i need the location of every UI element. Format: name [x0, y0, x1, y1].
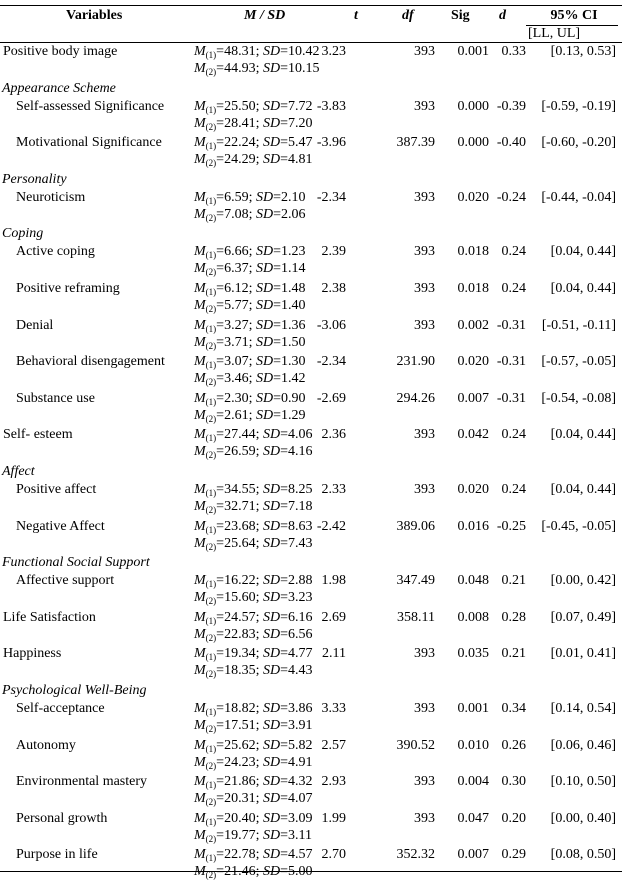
ci-value: [-0.45, -0.05] [541, 518, 616, 534]
d-value: 0.30 [501, 774, 526, 790]
sig-value: 0.010 [457, 737, 489, 753]
variable-label: Behavioral disengagement [16, 354, 165, 370]
group1-stats: $M_{(1)}=25.62$; SD=5.82 [194, 737, 313, 754]
ci-value: [0.08, 0.50] [550, 847, 616, 863]
t-value: -3.96 [316, 135, 346, 151]
t-value: -3.83 [316, 98, 346, 114]
d-value: 0.28 [501, 609, 526, 625]
ci-value: [0.04, 0.44] [550, 281, 616, 296]
table-row [0, 774, 622, 810]
group1-stats: $M_{(1)}=2.30$; SD=0.90 [194, 390, 306, 407]
sig-value: 0.018 [457, 244, 489, 260]
d-value: 0.24 [501, 244, 526, 260]
group1-stats: $M_{(1)}=3.07$; SD=1.30 [194, 354, 306, 371]
t-value: -2.69 [316, 390, 346, 406]
df-value: 393 [414, 701, 435, 716]
group2-stats: $M_{(2)}=15.60$; SD=3.23 [194, 590, 313, 607]
t-value: -3.06 [316, 317, 346, 333]
table-row [0, 482, 622, 518]
df-value: 389.06 [396, 518, 435, 534]
table-row [0, 701, 622, 737]
variable-label: Environmental mastery [16, 774, 148, 790]
df-value: 352.32 [396, 847, 435, 863]
d-value: 0.21 [501, 646, 526, 662]
header-sig: Sig [451, 8, 470, 23]
table-row [0, 354, 622, 390]
ci-value: [-0.59, -0.19] [541, 98, 616, 114]
d-value: 0.29 [501, 847, 526, 863]
group2-stats: $M_{(2)}=32.71$; SD=7.18 [194, 499, 313, 515]
group2-stats: $M_{(2)}=19.77$; SD=3.11 [194, 827, 312, 844]
t-value: -2.34 [316, 354, 346, 370]
df-value: 387.39 [396, 135, 435, 151]
df-value: 393 [414, 427, 435, 443]
group2-stats: $M_{(2)}=21.46$; SD=5.00 [194, 864, 313, 881]
d-value: -0.39 [496, 98, 526, 114]
df-value: 393 [414, 774, 435, 790]
sig-value: 0.002 [457, 317, 489, 333]
sig-value: 0.007 [457, 390, 489, 406]
group2-stats: $M_{(2)}=28.41$; SD=7.20 [194, 115, 313, 132]
d-value: 0.21 [501, 573, 526, 589]
group2-stats: $M_{(2)}=3.46$; SD=1.42 [194, 371, 306, 388]
sig-value: 0.004 [457, 774, 489, 790]
sig-value: 0.047 [457, 810, 489, 826]
ci-value: [0.06, 0.46] [550, 737, 616, 753]
t-value: 2.39 [321, 244, 346, 260]
sig-value: 0.042 [457, 427, 489, 443]
category-heading: Personality [2, 171, 67, 187]
header-m-sd: M / SD [244, 8, 286, 23]
header-ci-sub: [LL, UL] [528, 26, 581, 41]
variable-label: Denial [16, 317, 54, 333]
category-heading: Affect [2, 464, 35, 479]
group1-stats: $M_{(1)}=24.57$; SD=6.16 [194, 609, 313, 626]
df-value: 390.52 [396, 737, 435, 753]
df-value: 294.26 [396, 390, 435, 406]
variable-label: Autonomy [16, 737, 76, 753]
category-heading: Appearance Scheme [2, 80, 116, 96]
group2-stats: $M_{(2)}=44.93$; SD=10.15 [194, 61, 320, 77]
sig-value: 0.048 [457, 573, 489, 589]
group1-stats: $M_{(1)}=23.68$; SD=8.63 [194, 518, 313, 535]
sig-value: 0.000 [457, 135, 489, 151]
table-row [0, 318, 622, 354]
table-row [0, 99, 622, 135]
ci-value: [-0.44, -0.04] [541, 189, 616, 205]
header-bottom-rule [0, 42, 622, 43]
t-value: 3.33 [321, 701, 346, 716]
d-value: -0.31 [496, 390, 526, 406]
df-value: 358.11 [397, 609, 435, 625]
variable-label: Motivational Significance [16, 135, 162, 151]
group1-stats: $M_{(1)}=48.31$; SD=10.42 [194, 44, 320, 60]
df-value: 393 [414, 646, 435, 662]
group1-stats: $M_{(1)}=22.78$; SD=4.57 [194, 847, 313, 864]
t-value: 2.11 [322, 646, 346, 662]
d-value: 0.26 [501, 737, 526, 753]
table-row [0, 519, 622, 555]
df-value: 393 [414, 482, 435, 497]
group2-stats: $M_{(2)}=3.71$; SD=1.50 [194, 334, 306, 351]
table-row [0, 281, 622, 317]
ci-value: [0.13, 0.53] [550, 44, 616, 59]
group1-stats: $M_{(1)}=3.27$; SD=1.36 [194, 317, 306, 334]
variable-label: Self- esteem [3, 427, 73, 443]
group1-stats: $M_{(1)}=16.22$; SD=2.88 [194, 573, 313, 590]
ci-value: [0.10, 0.50] [550, 774, 616, 790]
group1-stats: $M_{(1)}=6.12$; SD=1.48 [194, 281, 306, 297]
variable-label: Purpose in life [16, 847, 98, 863]
group2-stats: $M_{(2)}=17.51$; SD=3.91 [194, 718, 313, 734]
group2-stats: $M_{(2)}=25.64$; SD=7.43 [194, 535, 313, 552]
variable-label: Active coping [16, 244, 95, 260]
ci-value: [-0.57, -0.05] [541, 354, 616, 370]
t-value: 2.38 [321, 281, 346, 296]
group2-stats: $M_{(2)}=18.35$; SD=4.43 [194, 663, 313, 680]
ci-value: [-0.54, -0.08] [541, 390, 616, 406]
d-value: 0.24 [501, 482, 526, 497]
group1-stats: $M_{(1)}=18.82$; SD=3.86 [194, 701, 313, 717]
variable-label: Affective support [16, 573, 115, 589]
variable-label: Neuroticism [16, 189, 86, 205]
variable-label: Substance use [16, 390, 95, 406]
d-value: 0.24 [501, 281, 526, 296]
header-t: t [354, 8, 358, 23]
d-value: 0.20 [501, 810, 526, 826]
t-value: 2.57 [321, 737, 346, 753]
df-value: 393 [414, 244, 435, 260]
category-heading: Functional Social Support [2, 555, 150, 571]
group1-stats: $M_{(1)}=21.86$; SD=4.32 [194, 774, 313, 791]
sig-value: 0.007 [457, 847, 489, 863]
df-value: 347.49 [396, 573, 435, 589]
df-value: 393 [414, 317, 435, 333]
sig-value: 0.020 [457, 354, 489, 370]
group2-stats: $M_{(2)}=7.08$; SD=2.06 [194, 206, 306, 223]
group1-stats: $M_{(1)}=6.66$; SD=1.23 [194, 244, 306, 261]
ci-value: [-0.60, -0.20] [541, 135, 616, 151]
table-row [0, 811, 622, 847]
table-row [0, 190, 622, 226]
group1-stats: $M_{(1)}=19.34$; SD=4.77 [194, 646, 313, 663]
group1-stats: $M_{(1)}=25.50$; SD=7.72 [194, 98, 313, 115]
group1-stats: $M_{(1)}=6.59$; SD=2.10 [194, 189, 306, 206]
df-value: 393 [414, 98, 435, 114]
group2-stats: $M_{(2)}=20.31$; SD=4.07 [194, 791, 313, 808]
group2-stats: $M_{(2)}=26.59$; SD=4.16 [194, 444, 313, 461]
d-value: -0.24 [496, 189, 526, 205]
t-value: 2.93 [321, 774, 346, 790]
sig-value: 0.020 [457, 482, 489, 497]
variable-label: Self-acceptance [16, 701, 105, 716]
ci-value: [0.04, 0.44] [550, 482, 616, 497]
header-df: df [402, 8, 414, 23]
sig-value: 0.001 [457, 44, 489, 59]
d-value: -0.31 [496, 354, 526, 370]
d-value: -0.25 [496, 518, 526, 534]
table-row [0, 847, 622, 883]
variable-label: Happiness [3, 646, 62, 662]
ci-value: [0.04, 0.44] [550, 244, 616, 260]
ci-value: [0.00, 0.42] [550, 573, 616, 589]
ci-value: [0.07, 0.49] [550, 609, 616, 625]
t-value: 2.36 [321, 427, 346, 443]
sig-value: 0.016 [457, 518, 489, 534]
d-value: 0.34 [501, 701, 526, 716]
category-heading: Psychological Well-Being [2, 683, 147, 698]
df-value: 393 [414, 281, 435, 296]
group2-stats: $M_{(2)}=24.23$; SD=4.91 [194, 754, 313, 771]
group2-stats: $M_{(2)}=6.37$; SD=1.14 [194, 261, 306, 278]
table-row [0, 573, 622, 609]
ci-value: [-0.51, -0.11] [541, 317, 616, 333]
t-value: 2.70 [321, 847, 346, 863]
t-value: -2.34 [316, 189, 346, 205]
ci-value: [0.01, 0.41] [550, 646, 616, 662]
group2-stats: $M_{(2)}=2.61$; SD=1.29 [194, 407, 306, 424]
df-value: 393 [414, 189, 435, 205]
header-variables: Variables [66, 8, 123, 23]
d-value: -0.40 [496, 135, 526, 151]
t-value: 2.69 [321, 609, 346, 625]
table-row [0, 135, 622, 171]
sig-value: 0.001 [457, 701, 489, 716]
table-row [0, 244, 622, 280]
group2-stats: $M_{(2)}=22.83$; SD=6.56 [194, 626, 313, 643]
table-bottom-rule [0, 871, 622, 872]
table-row [0, 391, 622, 427]
sig-value: 0.020 [457, 189, 489, 205]
group1-stats: $M_{(1)}=22.24$; SD=5.47 [194, 135, 313, 152]
table-row [0, 738, 622, 774]
variable-label: Self-assessed Significance [16, 98, 165, 114]
t-value: 2.33 [321, 482, 346, 497]
t-value: 3.23 [321, 44, 346, 59]
sig-value: 0.035 [457, 646, 489, 662]
variable-label: Negative Affect [16, 518, 105, 534]
table-row [0, 44, 622, 80]
table-top-rule [0, 5, 622, 6]
group1-stats: $M_{(1)}=27.44$; SD=4.06 [194, 427, 313, 444]
sig-value: 0.000 [457, 98, 489, 114]
t-value: 1.98 [321, 573, 346, 589]
variable-label: Positive body image [3, 44, 118, 59]
df-value: 393 [414, 44, 435, 59]
t-value: 1.99 [321, 810, 346, 826]
d-value: -0.31 [496, 317, 526, 333]
group2-stats: $M_{(2)}=24.29$; SD=4.81 [194, 152, 313, 169]
sig-value: 0.008 [457, 609, 489, 625]
header-ci: 95% CI [550, 8, 598, 23]
category-heading: Coping [2, 226, 44, 242]
group1-stats: $M_{(1)}=34.55$; SD=8.25 [194, 482, 313, 498]
variable-label: Positive affect [16, 482, 97, 497]
ci-value: [0.00, 0.40] [550, 810, 616, 826]
ci-value: [0.04, 0.44] [550, 427, 616, 443]
d-value: 0.24 [501, 427, 526, 443]
variable-label: Personal growth [16, 810, 108, 826]
sig-value: 0.018 [457, 281, 489, 296]
t-value: -2.42 [316, 518, 346, 534]
header-d: d [499, 8, 506, 23]
ci-value: [0.14, 0.54] [550, 701, 616, 716]
variable-label: Life Satisfaction [3, 609, 96, 625]
group1-stats: $M_{(1)}=20.40$; SD=3.09 [194, 810, 313, 827]
d-value: 0.33 [501, 44, 526, 59]
group2-stats: $M_{(2)}=5.77$; SD=1.40 [194, 298, 306, 314]
df-value: 231.90 [396, 354, 435, 370]
table-row [0, 427, 622, 463]
table-row [0, 610, 622, 646]
table-row [0, 646, 622, 682]
df-value: 393 [414, 810, 435, 826]
variable-label: Positive reframing [16, 281, 120, 296]
